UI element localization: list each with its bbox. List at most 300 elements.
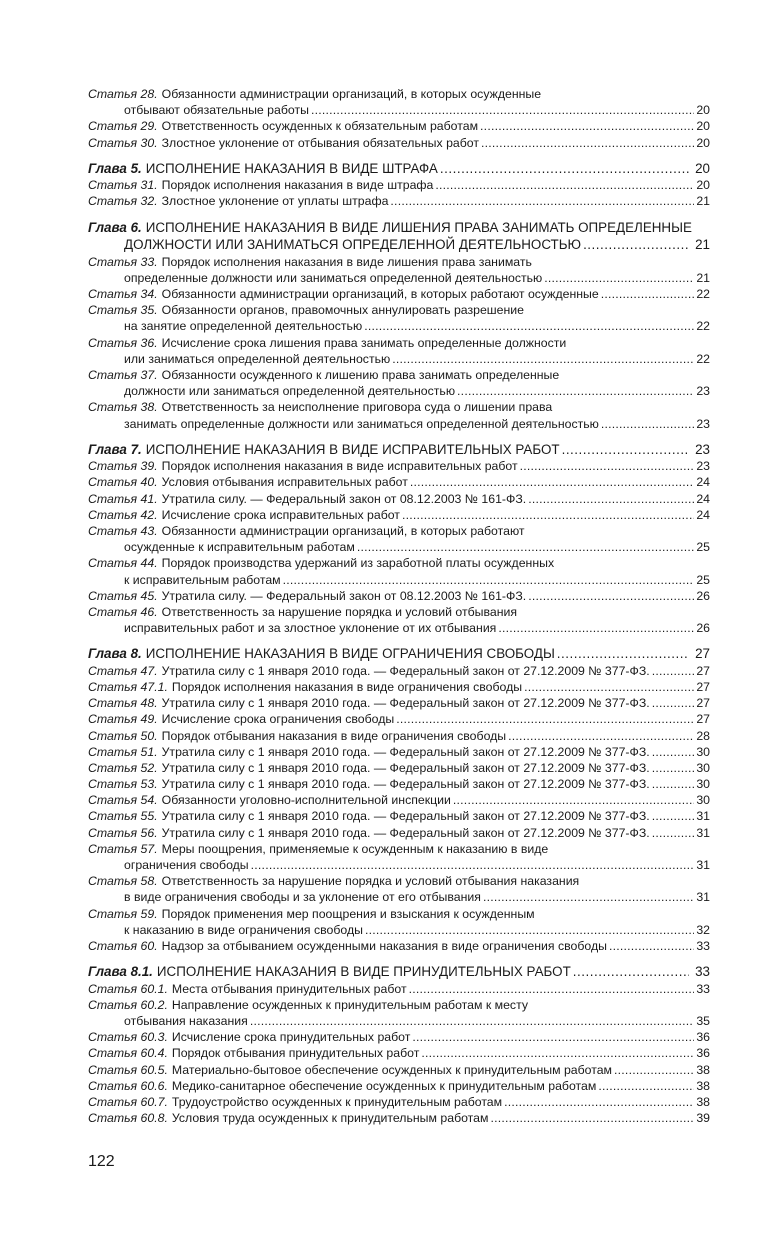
toc-line (88, 841, 710, 857)
entry-label: Глава 5. (88, 160, 142, 176)
toc-article (88, 1110, 710, 1126)
entry-page: 23 (696, 459, 710, 474)
entry-title: Обязанности администрации организаций, в которых осужденные (161, 87, 542, 101)
toc-line (88, 177, 710, 193)
dot-leader (283, 572, 695, 588)
toc-article (88, 792, 710, 808)
entry-title: Исчисление срока исправительных работ (161, 507, 400, 522)
entry-label: Статья 37. (88, 367, 158, 382)
entry-page: 33 (696, 938, 710, 953)
toc-line (88, 416, 710, 432)
entry-label: Статья 38. (88, 400, 158, 415)
entry-page: 20 (696, 119, 710, 134)
dot-leader (601, 416, 694, 432)
toc-line (88, 873, 710, 889)
entry-title: ДОЛЖНОСТИ ИЛИ ЗАНИМАТЬСЯ ОПРЕДЕЛЕННОЙ ДЕЯТЕЛЬНОСТЬЮ (124, 237, 582, 253)
entry-label: Статья 54. (88, 793, 158, 808)
dot-leader (652, 760, 695, 776)
toc-line (88, 889, 710, 905)
toc-line (88, 981, 710, 997)
entry-label: Статья 56. (88, 825, 158, 840)
entry-label: Статья 60. (88, 938, 158, 953)
toc-line (88, 857, 710, 873)
toc-line (88, 254, 710, 270)
entry-label: Статья 41. (88, 491, 158, 506)
entry-page: 27 (696, 679, 710, 694)
dot-leader (652, 695, 695, 711)
toc-article (88, 458, 710, 474)
dot-leader (562, 441, 690, 459)
entry-title: в виде ограничения свободы и за уклонение от его отбывания (124, 890, 481, 905)
entry-title: Утратила силу с 1 января 2010 года. — Федеральный закон от 27.12.2009 № 377-ФЗ. (161, 760, 650, 775)
entry-label: Статья 50. (88, 728, 158, 743)
dot-leader (652, 744, 695, 760)
entry-page: 24 (696, 491, 710, 506)
toc-line (88, 474, 710, 490)
dot-leader (365, 922, 694, 938)
entry-title: Исчисление срока принудительных работ (171, 1030, 411, 1045)
toc-article (88, 744, 710, 760)
toc-chapter (88, 645, 710, 663)
entry-label: Статья 60.6. (88, 1078, 168, 1093)
toc-article (88, 760, 710, 776)
entry-page: 23 (696, 416, 710, 431)
dot-leader (409, 981, 695, 997)
entry-page: 30 (696, 777, 710, 792)
dot-leader (396, 711, 694, 727)
toc-article (88, 302, 710, 334)
entry-page: 23 (695, 441, 710, 457)
entry-title: Условия труда осужденных к принудительным работам (171, 1111, 489, 1126)
entry-page: 20 (696, 103, 710, 118)
toc-article (88, 906, 710, 938)
entry-label: Статья 43. (88, 523, 158, 538)
dot-leader (609, 938, 694, 954)
dot-leader (412, 1029, 694, 1045)
dot-leader (652, 663, 695, 679)
toc-line (88, 135, 710, 151)
toc-article (88, 679, 710, 695)
entry-page: 21 (696, 194, 710, 209)
toc-article (88, 507, 710, 523)
toc-line (88, 620, 710, 636)
table-of-contents (88, 86, 710, 1126)
entry-title: Утратила силу с 1 января 2010 года. — Федеральный закон от 27.12.2009 № 377-ФЗ. (161, 744, 650, 759)
entry-label: Статья 28. (88, 87, 158, 101)
entry-page: 27 (696, 696, 710, 711)
toc-article (88, 118, 710, 134)
entry-title: Порядок производства удержаний из заработной платы осужденных (161, 556, 555, 571)
entry-title: Исчисление срока лишения права занимать определенные должности (161, 335, 567, 350)
toc-line (88, 922, 710, 938)
toc-article (88, 474, 710, 490)
entry-label: Статья 49. (88, 712, 158, 727)
toc-article (88, 86, 710, 118)
dot-leader (504, 1094, 694, 1110)
dot-leader (480, 118, 694, 134)
toc-article (88, 1045, 710, 1061)
entry-page: 20 (695, 160, 710, 176)
toc-line (88, 679, 710, 695)
entry-page: 39 (696, 1111, 710, 1126)
entry-title: исправительных работ и за злостное уклонение от их отбывания (124, 621, 497, 636)
entry-title: определенные должности или заниматься определенной деятельностью (124, 270, 543, 285)
toc-line (88, 588, 710, 604)
entry-label: Статья 29. (88, 119, 158, 134)
toc-article (88, 695, 710, 711)
entry-title: отбывают обязательные работы (124, 103, 309, 118)
entry-title: Утратила силу с 1 января 2010 года. — Федеральный закон от 27.12.2009 № 377-ФЗ. (161, 696, 650, 711)
entry-page: 21 (696, 270, 710, 285)
toc-article (88, 491, 710, 507)
toc-line (88, 86, 710, 102)
toc-line (88, 572, 710, 588)
dot-leader (421, 1045, 694, 1061)
entry-page: 24 (696, 475, 710, 490)
entry-label: Статья 60.8. (88, 1111, 168, 1126)
toc-line (88, 160, 710, 178)
entry-label: Статья 47.1. (88, 679, 168, 694)
page-number: 122 (88, 1153, 115, 1170)
toc-article (88, 555, 710, 587)
toc-line (88, 219, 710, 237)
entry-label: Статья 46. (88, 604, 158, 619)
toc-line (88, 1062, 710, 1078)
toc-article (88, 1078, 710, 1094)
entry-title: Утратила силу с 1 января 2010 года. — Федеральный закон от 27.12.2009 № 377-ФЗ. (161, 777, 650, 792)
dot-leader (410, 474, 694, 490)
entry-label: Статья 36. (88, 335, 158, 350)
dot-leader (311, 102, 694, 118)
toc-article (88, 1094, 710, 1110)
entry-page: 38 (696, 1078, 710, 1093)
dot-leader (453, 792, 694, 808)
entry-title: к исправительным работам (124, 572, 281, 587)
entry-title: или заниматься определенной деятельностью (124, 351, 391, 366)
entry-title: Порядок исполнения наказания в виде лишения права занимать (161, 254, 532, 269)
entry-title: Обязанности органов, правомочных аннулировать разрешение (161, 303, 525, 318)
toc-line (88, 286, 710, 302)
toc-line (88, 539, 710, 555)
entry-page: 25 (696, 540, 710, 555)
toc-article (88, 825, 710, 841)
toc-line (88, 1045, 710, 1061)
dot-leader (598, 1078, 694, 1094)
dot-leader (524, 679, 694, 695)
entry-title: Злостное уклонение от уплаты штрафа (161, 194, 389, 209)
entry-label: Глава 8.1. (88, 964, 153, 980)
toc-article (88, 776, 710, 792)
entry-page: 21 (695, 237, 710, 253)
toc-line (88, 383, 710, 399)
entry-label: Статья 60.3. (88, 1030, 168, 1045)
toc-line (88, 367, 710, 383)
entry-title: Меры поощрения, применяемые к осужденным к наказанию в виде (161, 841, 549, 856)
toc-line (88, 963, 710, 981)
toc-line (88, 302, 710, 318)
toc-article (88, 286, 710, 302)
toc-line (88, 776, 710, 792)
toc-line (88, 318, 710, 334)
entry-label: Глава 6. (88, 219, 142, 235)
toc-line (88, 760, 710, 776)
toc-line (88, 744, 710, 760)
dot-leader (483, 889, 694, 905)
entry-page: 20 (696, 135, 710, 150)
entry-label: Статья 33. (88, 254, 158, 269)
toc-article (88, 604, 710, 636)
toc-chapter (88, 441, 710, 459)
entry-label: Статья 60.1. (88, 981, 168, 996)
entry-title: Порядок исполнения наказания в виде штрафа (161, 178, 434, 193)
dot-leader (392, 351, 694, 367)
entry-label: Статья 44. (88, 556, 158, 571)
toc-line (88, 645, 710, 663)
entry-label: Статья 52. (88, 760, 158, 775)
entry-label: Статья 34. (88, 287, 158, 301)
entry-title: ИСПОЛНЕНИЕ НАКАЗАНИЯ В ВИДЕ ШТРАФА (145, 160, 438, 176)
entry-page: 31 (696, 890, 710, 905)
entry-title: Порядок применения мер поощрения и взыскания к осужденным (161, 906, 535, 921)
dot-leader (402, 507, 694, 523)
entry-title: Порядок исполнения наказания в виде исправительных работ (161, 459, 518, 474)
toc-line (88, 663, 710, 679)
toc-article (88, 193, 710, 209)
entry-title: ИСПОЛНЕНИЕ НАКАЗАНИЯ В ВИДЕ ИСПРАВИТЕЛЬНЫХ РАБОТ (145, 441, 560, 457)
toc-line (88, 270, 710, 286)
toc-line (88, 441, 710, 459)
dot-leader (614, 1062, 694, 1078)
dot-leader (457, 383, 694, 399)
entry-title: Надзор за отбыванием осужденными наказания в виде ограничения свободы (161, 938, 607, 953)
entry-page: 28 (696, 728, 710, 743)
entry-page: 27 (695, 646, 710, 662)
entry-page: 35 (696, 1014, 710, 1028)
dot-leader (490, 1110, 694, 1126)
entry-label: Глава 8. (88, 646, 142, 662)
entry-title: Направление осужденных к принудительным работам к месту (171, 997, 529, 1012)
entry-label: Статья 45. (88, 588, 158, 603)
toc-line (88, 906, 710, 922)
toc-article (88, 367, 710, 399)
entry-title: Ответственность за нарушение порядка и условий отбывания наказания (161, 874, 580, 889)
toc-line (88, 491, 710, 507)
entry-title: Ответственность осужденных к обязательным работам (161, 119, 479, 134)
entry-title: Обязанности уголовно-исполнительной инспекции (161, 793, 451, 808)
entry-title: Порядок отбывания наказания в виде ограничения свободы (161, 728, 507, 743)
entry-title: Обязанности администрации организаций, в которых работают (161, 523, 525, 538)
entry-label: Статья 57. (88, 841, 158, 856)
entry-page: 30 (696, 760, 710, 775)
toc-line (88, 695, 710, 711)
entry-label: Статья 35. (88, 303, 158, 318)
toc-line (88, 711, 710, 727)
entry-label: Статья 59. (88, 906, 158, 921)
toc-line (88, 1078, 710, 1094)
toc-article (88, 711, 710, 727)
toc-line (88, 728, 710, 744)
entry-title: Трудоустройство осужденных к принудительным работам (171, 1094, 503, 1109)
entry-label: Статья 53. (88, 777, 158, 792)
dot-leader (508, 728, 694, 744)
entry-title: Утратила силу. — Федеральный закон от 08.12.2003 № 161-ФЗ. (161, 491, 527, 506)
dot-leader (498, 620, 694, 636)
toc-line (88, 1013, 710, 1029)
toc-article (88, 938, 710, 954)
entry-page: 36 (696, 1030, 710, 1045)
entry-page: 25 (696, 572, 710, 587)
toc-line (88, 825, 710, 841)
entry-title: Медико-санитарное обеспечение осужденных к принудительным работам (171, 1078, 597, 1093)
toc-line (88, 1029, 710, 1045)
entry-page: 23 (696, 384, 710, 399)
dot-leader (652, 808, 695, 824)
toc-article (88, 997, 710, 1029)
toc-line (88, 523, 710, 539)
entry-title: ИСПОЛНЕНИЕ НАКАЗАНИЯ В ВИДЕ ЛИШЕНИЯ ПРАВА ЗАНИМАТЬ ОПРЕДЕЛЕННЫЕ (145, 219, 692, 235)
entry-title: отбывания наказания (124, 1014, 248, 1028)
entry-page: 27 (696, 712, 710, 727)
entry-label: Статья 30. (88, 135, 158, 150)
dot-leader (250, 1013, 694, 1029)
dot-leader (583, 236, 689, 254)
toc-article (88, 841, 710, 873)
toc-chapter (88, 963, 710, 981)
toc-line (88, 792, 710, 808)
toc-line (88, 102, 710, 118)
toc-article (88, 135, 710, 151)
entry-title: занимать определенные должности или заниматься определенной деятельностью (124, 416, 599, 431)
entry-title: Утратила силу с 1 января 2010 года. — Федеральный закон от 27.12.2009 № 377-ФЗ. (161, 809, 650, 824)
toc-article (88, 335, 710, 367)
dot-leader (364, 318, 694, 334)
entry-title: к наказанию в виде ограничения свободы (124, 922, 363, 937)
entry-page: 38 (696, 1062, 710, 1077)
toc-line (88, 236, 710, 254)
entry-label: Статья 39. (88, 459, 158, 474)
toc-line (88, 118, 710, 134)
toc-line (88, 1110, 710, 1126)
toc-article (88, 728, 710, 744)
entry-page: 24 (696, 507, 710, 522)
toc-article (88, 808, 710, 824)
entry-label: Статья 32. (88, 194, 158, 209)
entry-title: ИСПОЛНЕНИЕ НАКАЗАНИЯ В ВИДЕ ОГРАНИЧЕНИЯ СВОБОДЫ (145, 646, 555, 662)
entry-page: 20 (696, 178, 710, 193)
entry-page: 22 (696, 351, 710, 366)
toc-article (88, 254, 710, 286)
toc-line (88, 808, 710, 824)
entry-page: 22 (696, 319, 710, 334)
toc-article (88, 1029, 710, 1045)
entry-label: Статья 31. (88, 178, 158, 193)
toc-article (88, 523, 710, 555)
entry-label: Статья 51. (88, 744, 158, 759)
entry-page: 32 (696, 922, 710, 937)
entry-title: Материально-бытовое обеспечение осужденных к принудительным работам (171, 1062, 613, 1077)
dot-leader (557, 645, 689, 663)
entry-page: 33 (696, 981, 710, 996)
toc-line (88, 193, 710, 209)
entry-title: на занятие определенной деятельностью (124, 319, 363, 334)
dot-leader (573, 963, 689, 981)
entry-label: Статья 55. (88, 809, 158, 824)
toc-line (88, 507, 710, 523)
entry-page: 27 (696, 663, 710, 678)
entry-title: Ответственность за нарушение порядка и условий отбывания (161, 604, 518, 619)
dot-leader (357, 539, 694, 555)
entry-title: Утратила силу. — Федеральный закон от 08.12.2003 № 161-ФЗ. (161, 588, 527, 603)
toc-article (88, 588, 710, 604)
entry-title: осужденные к исправительным работам (124, 540, 355, 555)
toc-article (88, 399, 710, 431)
entry-title: Утратила силу с 1 января 2010 года. — Федеральный закон от 27.12.2009 № 377-ФЗ. (161, 825, 650, 840)
entry-title: Утратила силу с 1 января 2010 года. — Федеральный закон от 27.12.2009 № 377-ФЗ. (161, 663, 650, 678)
entry-label: Статья 60.5. (88, 1062, 168, 1077)
entry-title: Обязанности осужденного к лишению права занимать определенные (161, 367, 560, 382)
entry-title: Ответственность за неисполнение приговора суда о лишении права (161, 400, 553, 415)
entry-page: 33 (695, 964, 710, 980)
entry-page: 31 (696, 858, 710, 872)
entry-title: Порядок отбывания принудительных работ (171, 1046, 420, 1061)
dot-leader (435, 177, 694, 193)
entry-label: Статья 58. (88, 874, 158, 889)
toc-line (88, 335, 710, 351)
entry-title: Исчисление срока ограничения свободы (161, 712, 395, 727)
toc-line (88, 351, 710, 367)
entry-title: Злостное уклонение от отбывания обязательных работ (161, 135, 480, 150)
toc-article (88, 663, 710, 679)
entry-title: Условия отбывания исправительных работ (161, 475, 408, 490)
entry-title: ИСПОЛНЕНИЕ НАКАЗАНИЯ В ВИДЕ ПРИНУДИТЕЛЬНЫХ РАБОТ (156, 964, 571, 980)
entry-title: должности или заниматься определенной деятельностью (124, 384, 456, 399)
entry-label: Статья 40. (88, 475, 158, 490)
entry-label: Глава 7. (88, 441, 142, 457)
toc-line (88, 1094, 710, 1110)
entry-label: Статья 48. (88, 696, 158, 711)
toc-line (88, 997, 710, 1013)
toc-line (88, 399, 710, 415)
entry-label: Статья 47. (88, 663, 158, 678)
dot-leader (481, 135, 694, 151)
entry-title: Места отбывания принудительных работ (171, 981, 407, 996)
entry-page: 31 (696, 809, 710, 824)
entry-page: 31 (696, 825, 710, 840)
dot-leader (251, 857, 695, 873)
dot-leader (652, 776, 695, 792)
entry-label: Статья 60.4. (88, 1046, 168, 1061)
toc-line (88, 458, 710, 474)
entry-page: 36 (696, 1046, 710, 1061)
entry-label: Статья 42. (88, 507, 158, 522)
toc-article (88, 873, 710, 905)
dot-leader (652, 825, 695, 841)
toc-line (88, 938, 710, 954)
entry-label: Статья 60.2. (88, 997, 168, 1012)
toc-article (88, 177, 710, 193)
entry-label: Статья 60.7. (88, 1094, 168, 1109)
toc-chapter (88, 219, 710, 254)
toc-line (88, 604, 710, 620)
entry-page: 22 (696, 287, 710, 301)
dot-leader (544, 270, 694, 286)
entry-page: 26 (696, 588, 710, 603)
dot-leader (601, 286, 695, 302)
entry-page: 38 (696, 1094, 710, 1109)
dot-leader (528, 491, 694, 507)
toc-article (88, 1062, 710, 1078)
toc-line (88, 555, 710, 571)
